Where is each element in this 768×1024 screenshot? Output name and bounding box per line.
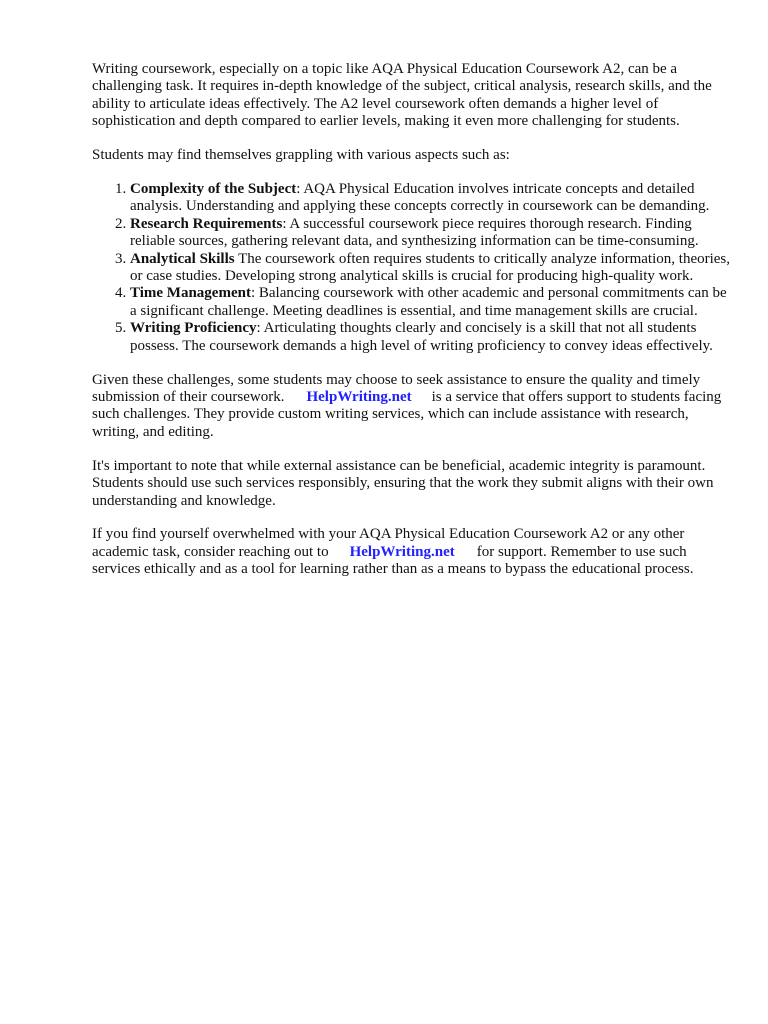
integrity-paragraph: It's important to note that while external assistance can be beneficial, academic integrity is paramount. Students should use such services responsibly, ensuring that the work they submit aligns with their own understanding and knowledge. [92,457,714,509]
list-item-title: Research Requirements [130,215,283,232]
list-item-text: The coursework often requires students to critically analyze information, theories, or case studies. Developing strong analytical skills is crucial for producing high-quality work. [130,250,731,285]
list-item-text: : Balancing coursework with other academic and personal commitments can be a significant challenge. Meeting deadlines is essential, and time management skills are crucial. [130,285,727,319]
closing-text-before: If you find yourself overwhelmed with your AQA Physical Education Coursework A2 or any other academic task, consider reaching out to [92,526,685,560]
intro-paragraph: Writing coursework, especially on a topic like AQA Physical Education Coursework A2, can be a challenging task. It requires in-depth knowledge of the subject, critical analysis, research skills, and the ability to articulate ideas effectively. The A2 level coursework often demands a higher level of sophistication and depth compared to earlier levels, making it even more challenging for students. [92,61,712,130]
closing-text-after: for support. Remember to use such services ethically and as a tool for learning rather than as a means to bypass the educational process. [92,543,694,578]
list-item [130,216,732,251]
list-item [130,181,732,216]
list-item-text: : AQA Physical Education involves intricate concepts and detailed analysis. Understanding and applying these concepts correctly in coursework can be demanding. [130,181,710,215]
list-item-title: Analytical Skills [130,250,235,267]
list-item-title: Complexity of the Subject [130,181,297,198]
list-item [130,320,732,355]
list-item-text: : Articulating thoughts clearly and concisely is a skill that not all students possess. The coursework demands a high level of writing proficiency to convey ideas effectively. [130,320,713,354]
list-item [130,251,732,286]
list-item-text: : A successful coursework piece requires thorough research. Finding reliable sources, gathering relevant data, and synthesizing information can be time-consuming. [130,215,699,250]
list-item [130,285,732,320]
challenges-paragraph [92,372,732,442]
helpwriting-link[interactable]: HelpWriting.net [349,543,455,560]
closing-paragraph [92,526,732,578]
lead-in-paragraph: Students may find themselves grappling with various aspects such as: [92,147,510,164]
challenges-text-before: Given these challenges, some students may choose to seek assistance to ensure the quality and timely submission of their coursework. [92,371,701,405]
document-page [92,61,732,595]
list-item-title: Writing Proficiency [130,320,257,337]
helpwriting-link[interactable]: HelpWriting.net [306,389,412,405]
challenges-list [92,181,732,355]
challenges-text-after: is a service that offers support to students facing such challenges. They provide custom writing services, which can include assistance with research, writing, and editing. [92,389,722,440]
list-item-title: Time Management [130,285,251,302]
